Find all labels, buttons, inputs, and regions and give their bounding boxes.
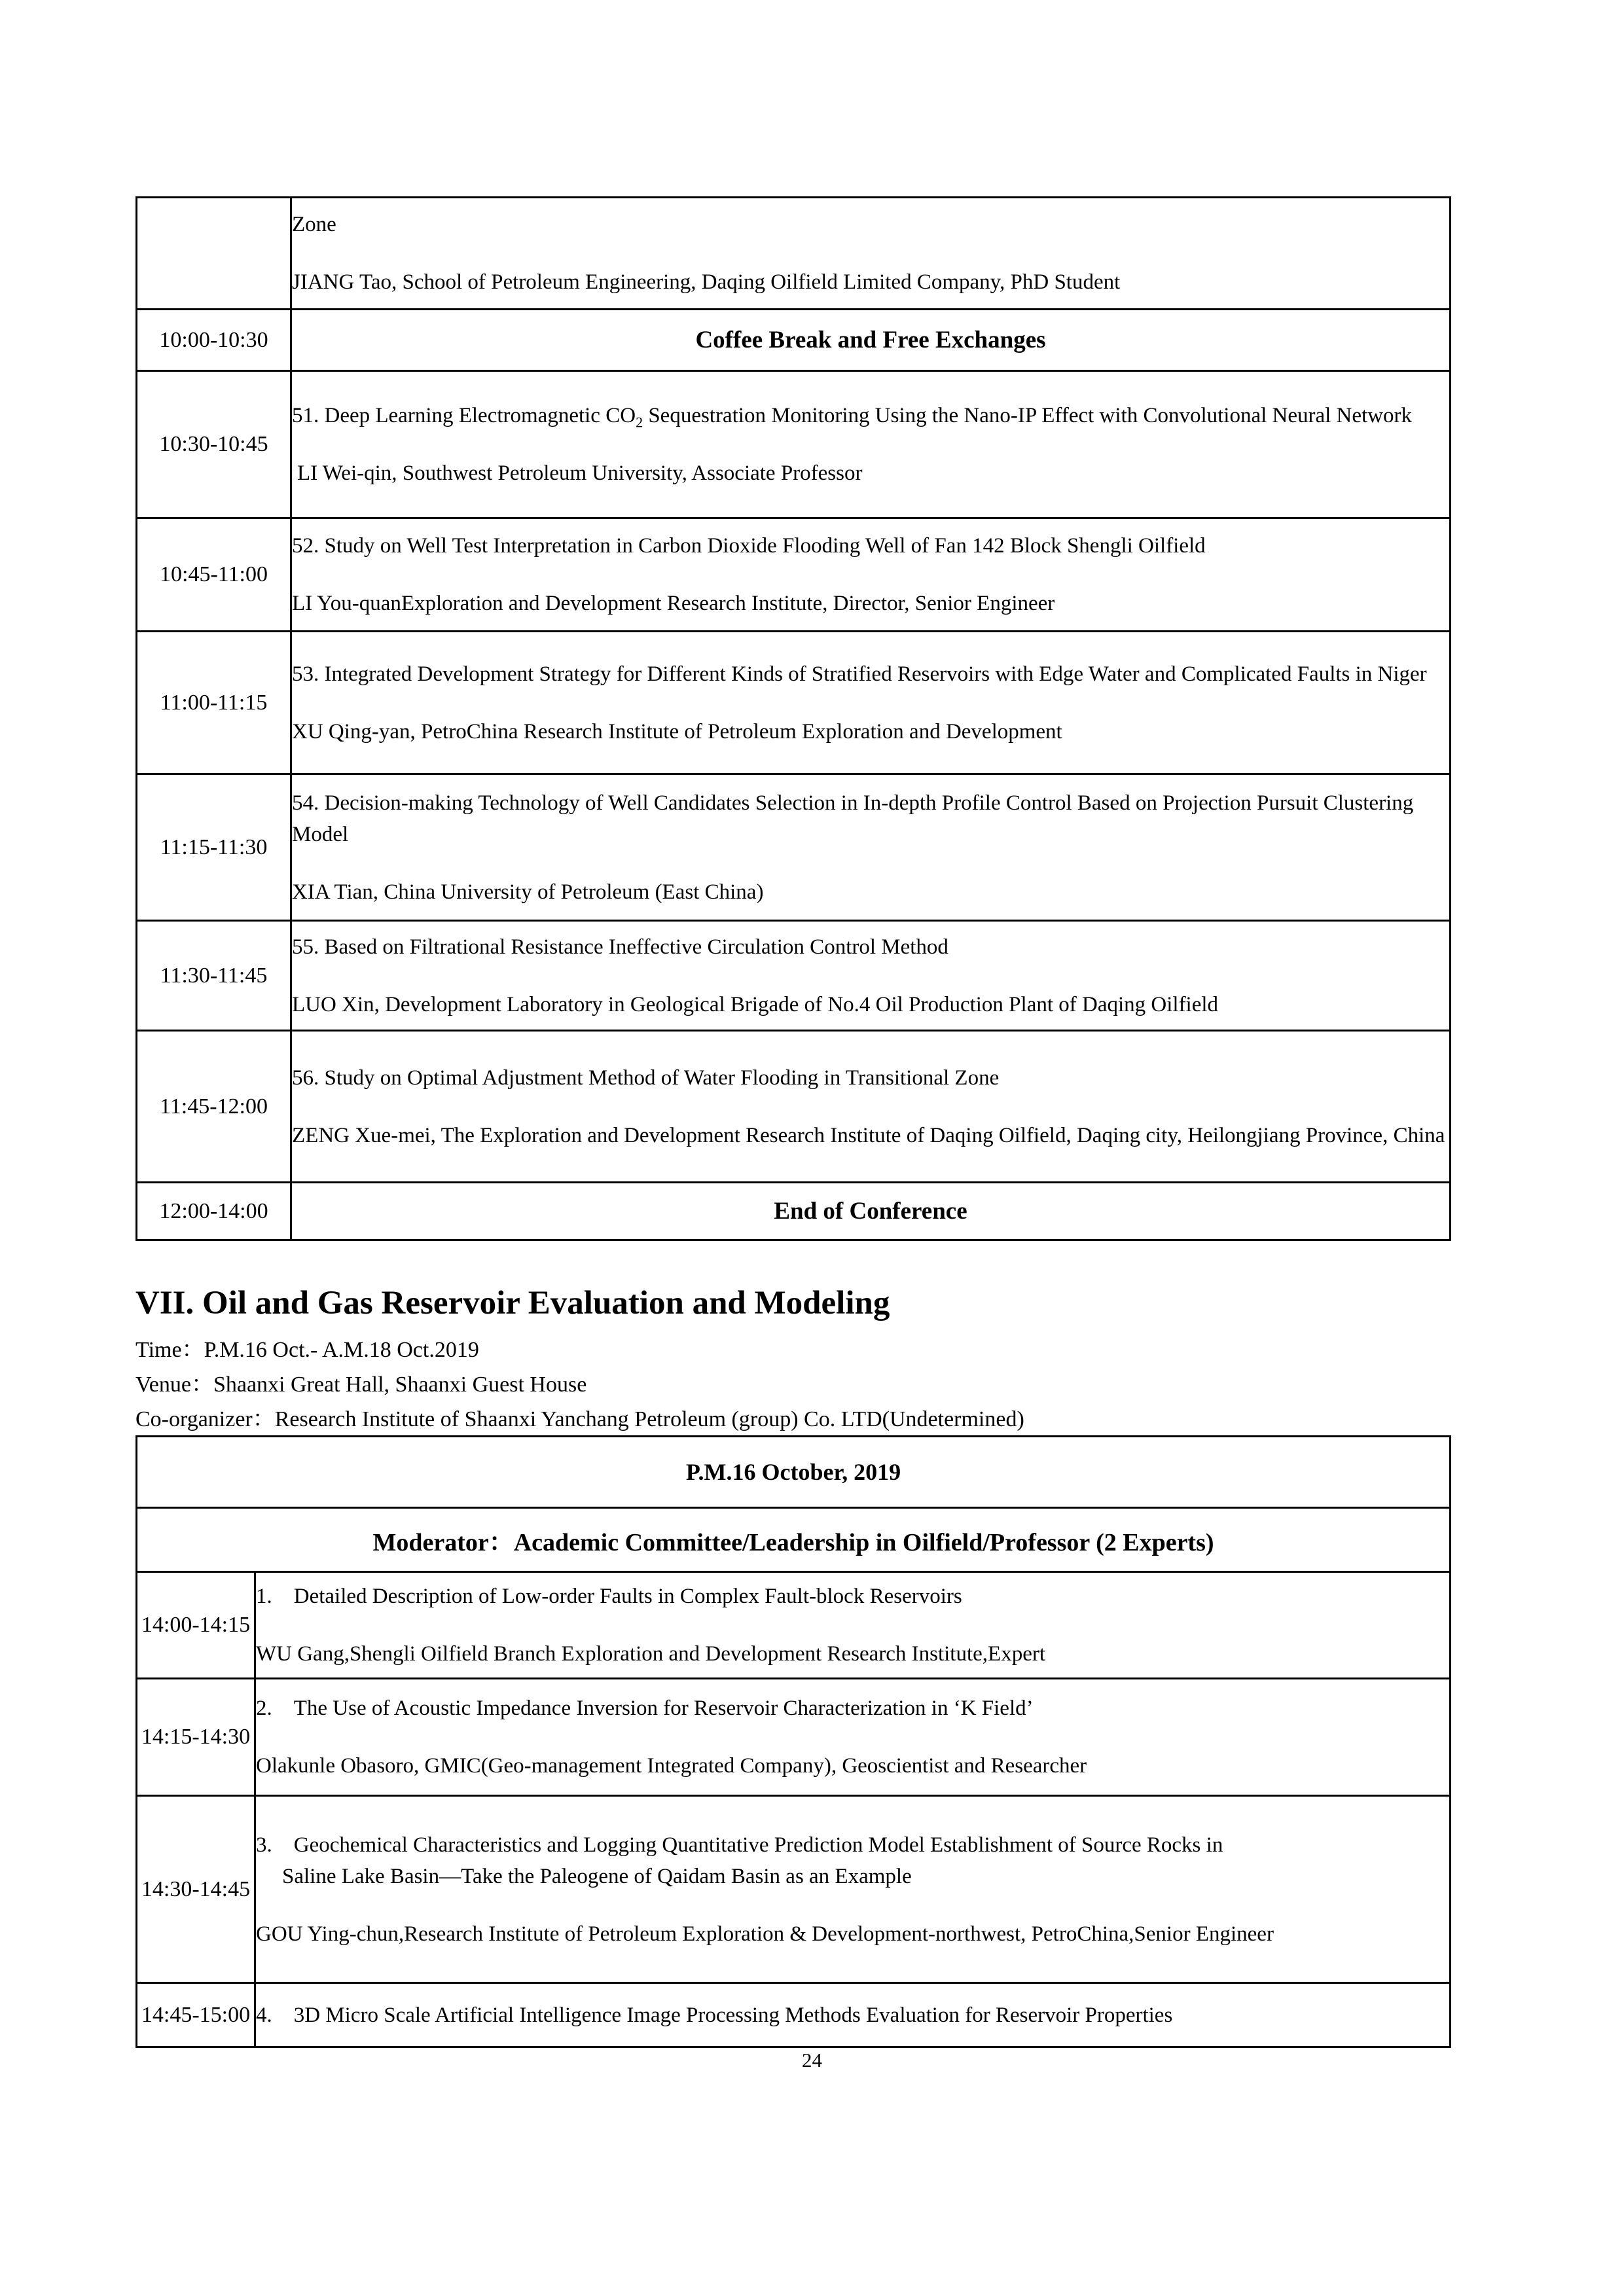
table-row xyxy=(137,632,1451,774)
table-row xyxy=(137,1031,1451,1183)
section-meta xyxy=(135,1333,1024,1437)
subscript-2: 2 xyxy=(636,414,643,431)
session-cell xyxy=(291,198,1451,310)
talk-speaker: LI Wei-qin, Southwest Petroleum University, Associate Professor xyxy=(297,461,863,485)
meta-coorganizer xyxy=(135,1402,1024,1437)
talk-speaker: XIA Tian, China University of Petroleum (East China) xyxy=(292,880,764,904)
talk-title: 55. Based on Filtrational Resistance Ineffective Circulation Control Method xyxy=(292,935,948,959)
table-row xyxy=(137,921,1451,1031)
session-cell xyxy=(291,1031,1451,1183)
talk-title: 53. Integrated Development Strategy for Different Kinds of Stratified Reservoirs with Edge Water and Complicated Faults in Niger xyxy=(292,662,1427,686)
time-cell: 10:45-11:00 xyxy=(137,518,291,632)
talk-speaker: GOU Ying-chun,Research Institute of Petroleum Exploration & Development-northwest, PetroChina,Senior Engineer xyxy=(256,1922,1274,1946)
talk-speaker: WU Gang,Shengli Oilfield Branch Exploration and Development Research Institute,Expert xyxy=(256,1642,1045,1666)
table-row xyxy=(137,1983,1451,2047)
schedule-table-morning xyxy=(135,196,1451,1241)
time-cell: 10:00-10:30 xyxy=(137,310,291,371)
table-row xyxy=(137,1679,1451,1796)
table-row xyxy=(137,371,1451,518)
time-cell: 12:00-14:00 xyxy=(137,1183,291,1240)
page-number: 24 xyxy=(802,2049,822,2072)
table-row xyxy=(137,1796,1451,1983)
talk-speaker: XU Qing-yan, PetroChina Research Institute of Petroleum Exploration and Development xyxy=(292,719,1062,744)
title-text: Sequestration Monitoring Using the Nano-IP Effect with Convolutional Neural Network xyxy=(643,404,1413,427)
talk-speaker: JIANG Tao, School of Petroleum Engineering, Daqing Oilfield Limited Company, PhD Student xyxy=(292,270,1121,294)
time-cell: 10:30-10:45 xyxy=(137,371,291,518)
talk-speaker: ZENG Xue-mei, The Exploration and Development Research Institute of Daqing Oilfield, Daqing city, Heilongjiang Province, China xyxy=(292,1123,1445,1147)
session-cell xyxy=(255,1983,1451,2047)
session-cell xyxy=(255,1796,1451,1983)
meta-coorganizer-value: Research Institute of Shaanxi Yanchang Petroleum (group) Co. LTD(Undetermined) xyxy=(274,1407,1024,1431)
talk-title: 1. Detailed Description of Low-order Faults in Complex Fault-block Reservoirs xyxy=(256,1585,962,1608)
talk-title: 56. Study on Optimal Adjustment Method of Water Flooding in Transitional Zone xyxy=(292,1066,1000,1090)
talk-speaker: Olakunle Obasoro, GMIC(Geo-management Integrated Company), Geoscientist and Researcher xyxy=(256,1754,1087,1778)
talk-title xyxy=(292,400,1449,431)
meta-time-value: P.M.16 Oct.- A.M.18 Oct.2019 xyxy=(204,1338,479,1362)
talk-title xyxy=(256,1829,1449,1892)
time-cell: 11:30-11:45 xyxy=(137,921,291,1031)
talk-title: 54. Decision-making Technology of Well Candidates Selection in In-depth Profile Control Based on Projection Pursuit Clustering Model xyxy=(292,791,1414,846)
session-cell xyxy=(291,921,1451,1031)
table-row xyxy=(137,198,1451,310)
talk-title: 2. The Use of Acoustic Impedance Inversion for Reservoir Characterization in ‘K Field’ xyxy=(256,1696,1034,1720)
meta-coorganizer-label: Co-organizer： xyxy=(135,1407,275,1431)
table-row xyxy=(137,518,1451,632)
talk-speaker: LUO Xin, Development Laboratory in Geological Brigade of No.4 Oil Production Plant of Daqing Oilfield xyxy=(292,992,1219,1016)
session-cell xyxy=(291,518,1451,632)
session-cell xyxy=(255,1679,1451,1796)
talk-title: 4. 3D Micro Scale Artificial Intelligence Image Processing Methods Evaluation for Reservoir Properties xyxy=(256,2003,1173,2027)
time-cell xyxy=(137,198,291,310)
meta-time-label: Time： xyxy=(135,1338,204,1362)
moderator-row: Moderator：Academic Committee/Leadership in Oilfield/Professor (2 Experts) xyxy=(137,1508,1451,1572)
title-text: 51. Deep Learning Electromagnetic CO xyxy=(292,404,636,427)
session-cell xyxy=(291,774,1451,921)
table-row xyxy=(137,1572,1451,1679)
break-label: Coffee Break and Free Exchanges xyxy=(291,310,1451,371)
session-cell xyxy=(291,632,1451,774)
meta-time xyxy=(135,1333,1024,1367)
title-line-2: Saline Lake Basin—Take the Paleogene of Qaidam Basin as an Example xyxy=(282,1864,912,1888)
session-cell xyxy=(255,1572,1451,1679)
talk-title: Zone xyxy=(292,213,336,236)
meta-venue xyxy=(135,1367,1024,1402)
time-cell: 14:15-14:30 xyxy=(137,1679,255,1796)
meta-venue-label: Venue： xyxy=(135,1372,213,1397)
time-cell: 11:45-12:00 xyxy=(137,1031,291,1183)
time-cell: 14:00-14:15 xyxy=(137,1572,255,1679)
table-row xyxy=(137,774,1451,921)
time-cell: 14:30-14:45 xyxy=(137,1796,255,1983)
date-header: P.M.16 October, 2019 xyxy=(137,1437,1451,1508)
time-cell: 11:15-11:30 xyxy=(137,774,291,921)
table-row xyxy=(137,1508,1451,1572)
section-heading: VII. Oil and Gas Reservoir Evaluation and Modeling xyxy=(135,1285,890,1321)
schedule-table-afternoon xyxy=(135,1435,1451,2048)
talk-title: 52. Study on Well Test Interpretation in Carbon Dioxide Flooding Well of Fan 142 Block Shengli Oilfield xyxy=(292,534,1206,558)
title-line-1: 3. Geochemical Characteristics and Logging Quantitative Prediction Model Establishment of Source Rocks in xyxy=(256,1833,1223,1857)
session-cell xyxy=(291,371,1451,518)
table-row xyxy=(137,310,1451,371)
table-row xyxy=(137,1183,1451,1240)
meta-venue-value: Shaanxi Great Hall, Shaanxi Guest House xyxy=(213,1372,587,1397)
time-cell: 14:45-15:00 xyxy=(137,1983,255,2047)
end-of-conference-label: End of Conference xyxy=(291,1183,1451,1240)
time-cell: 11:00-11:15 xyxy=(137,632,291,774)
table-row xyxy=(137,1437,1451,1508)
talk-speaker: LI You-quanExploration and Development Research Institute, Director, Senior Engineer xyxy=(292,592,1055,615)
